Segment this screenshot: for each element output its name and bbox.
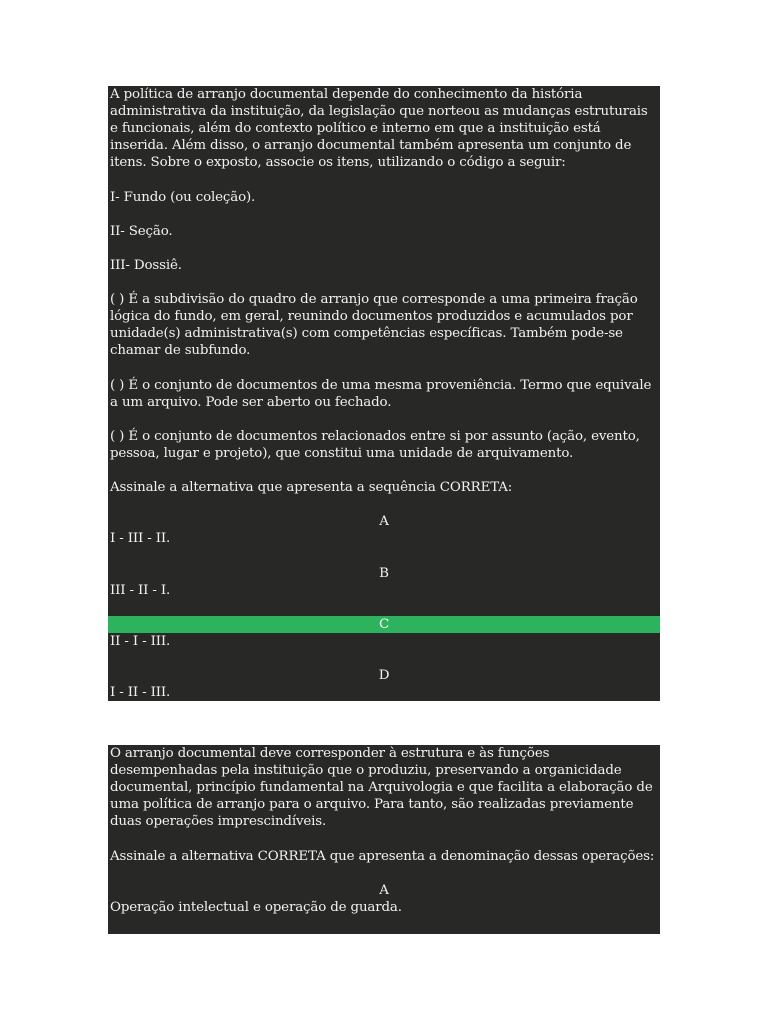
option-b-text: III - II - I.: [110, 582, 171, 598]
option-a-letter: A: [379, 514, 389, 530]
question-2-prompt: Assinale a alternativa CORRETA que apresenta a denominação dessas operações:: [110, 848, 655, 864]
question-1-card: [108, 86, 660, 701]
question-2-card: [108, 745, 660, 934]
option-c-letter-correct-highlight: C: [108, 616, 660, 633]
item-fundo: I- Fundo (ou coleção).: [110, 189, 256, 205]
option-d[interactable]: [108, 667, 660, 701]
question-1-intro: A política de arranjo documental depende do conhecimento da história administrativa da instituição, da legislação que norteou as mudanças estruturais e funcionais, além do contexto político e interno em que a instituição está inserida. Além disso, o arranjo documental também apresenta um conjunto de itens. Sobre o exposto, associe os itens, utilizando o código a seguir:: [110, 87, 648, 171]
question-2-intro: O arranjo documental deve corresponder à estrutura e às funções desempenhadas pela instituição que o produziu, preservando a organicidade documental, princípio fundamental na Arquivologia e que facilita a elaboração de uma política de arranjo para o arquivo. Para tanto, são realizadas previamente duas operações imprescindíveis.: [110, 746, 653, 830]
option-c-correct[interactable]: [108, 616, 660, 650]
option-b-letter: B: [379, 565, 389, 581]
option-a[interactable]: [108, 513, 660, 547]
question-1-prompt: Assinale a alternativa que apresenta a sequência CORRETA:: [110, 480, 513, 496]
q2-option-a-letter: A: [379, 882, 389, 898]
q2-option-a[interactable]: [108, 882, 660, 916]
option-b[interactable]: [108, 565, 660, 599]
item-secao: II- Seção.: [110, 223, 173, 239]
statement-1: ( ) É a subdivisão do quadro de arranjo que corresponde a uma primeira fração lógica do fundo, em geral, reunindo documentos produzidos e acumulados por unidade(s) administrativa(s) com competências específicas. Também pode-se chamar de subfundo.: [110, 292, 638, 359]
option-a-text: I - III - II.: [110, 531, 171, 547]
option-c-text: II - I - III.: [110, 634, 171, 649]
item-dossie: III- Dossiê.: [110, 257, 182, 273]
statement-3: ( ) É o conjunto de documentos relacionados entre si por assunto (ação, evento, pessoa, lugar e projeto), que constitui uma unidade de arquivamento.: [110, 428, 640, 461]
option-d-text: I - II - III.: [110, 685, 171, 701]
statement-2: ( ) É o conjunto de documentos de uma mesma proveniência. Termo que equivale a um arquivo. Pode ser aberto ou fechado.: [110, 377, 652, 410]
option-d-letter: D: [378, 668, 390, 684]
q2-option-a-text: Operação intelectual e operação de guarda.: [110, 899, 402, 915]
